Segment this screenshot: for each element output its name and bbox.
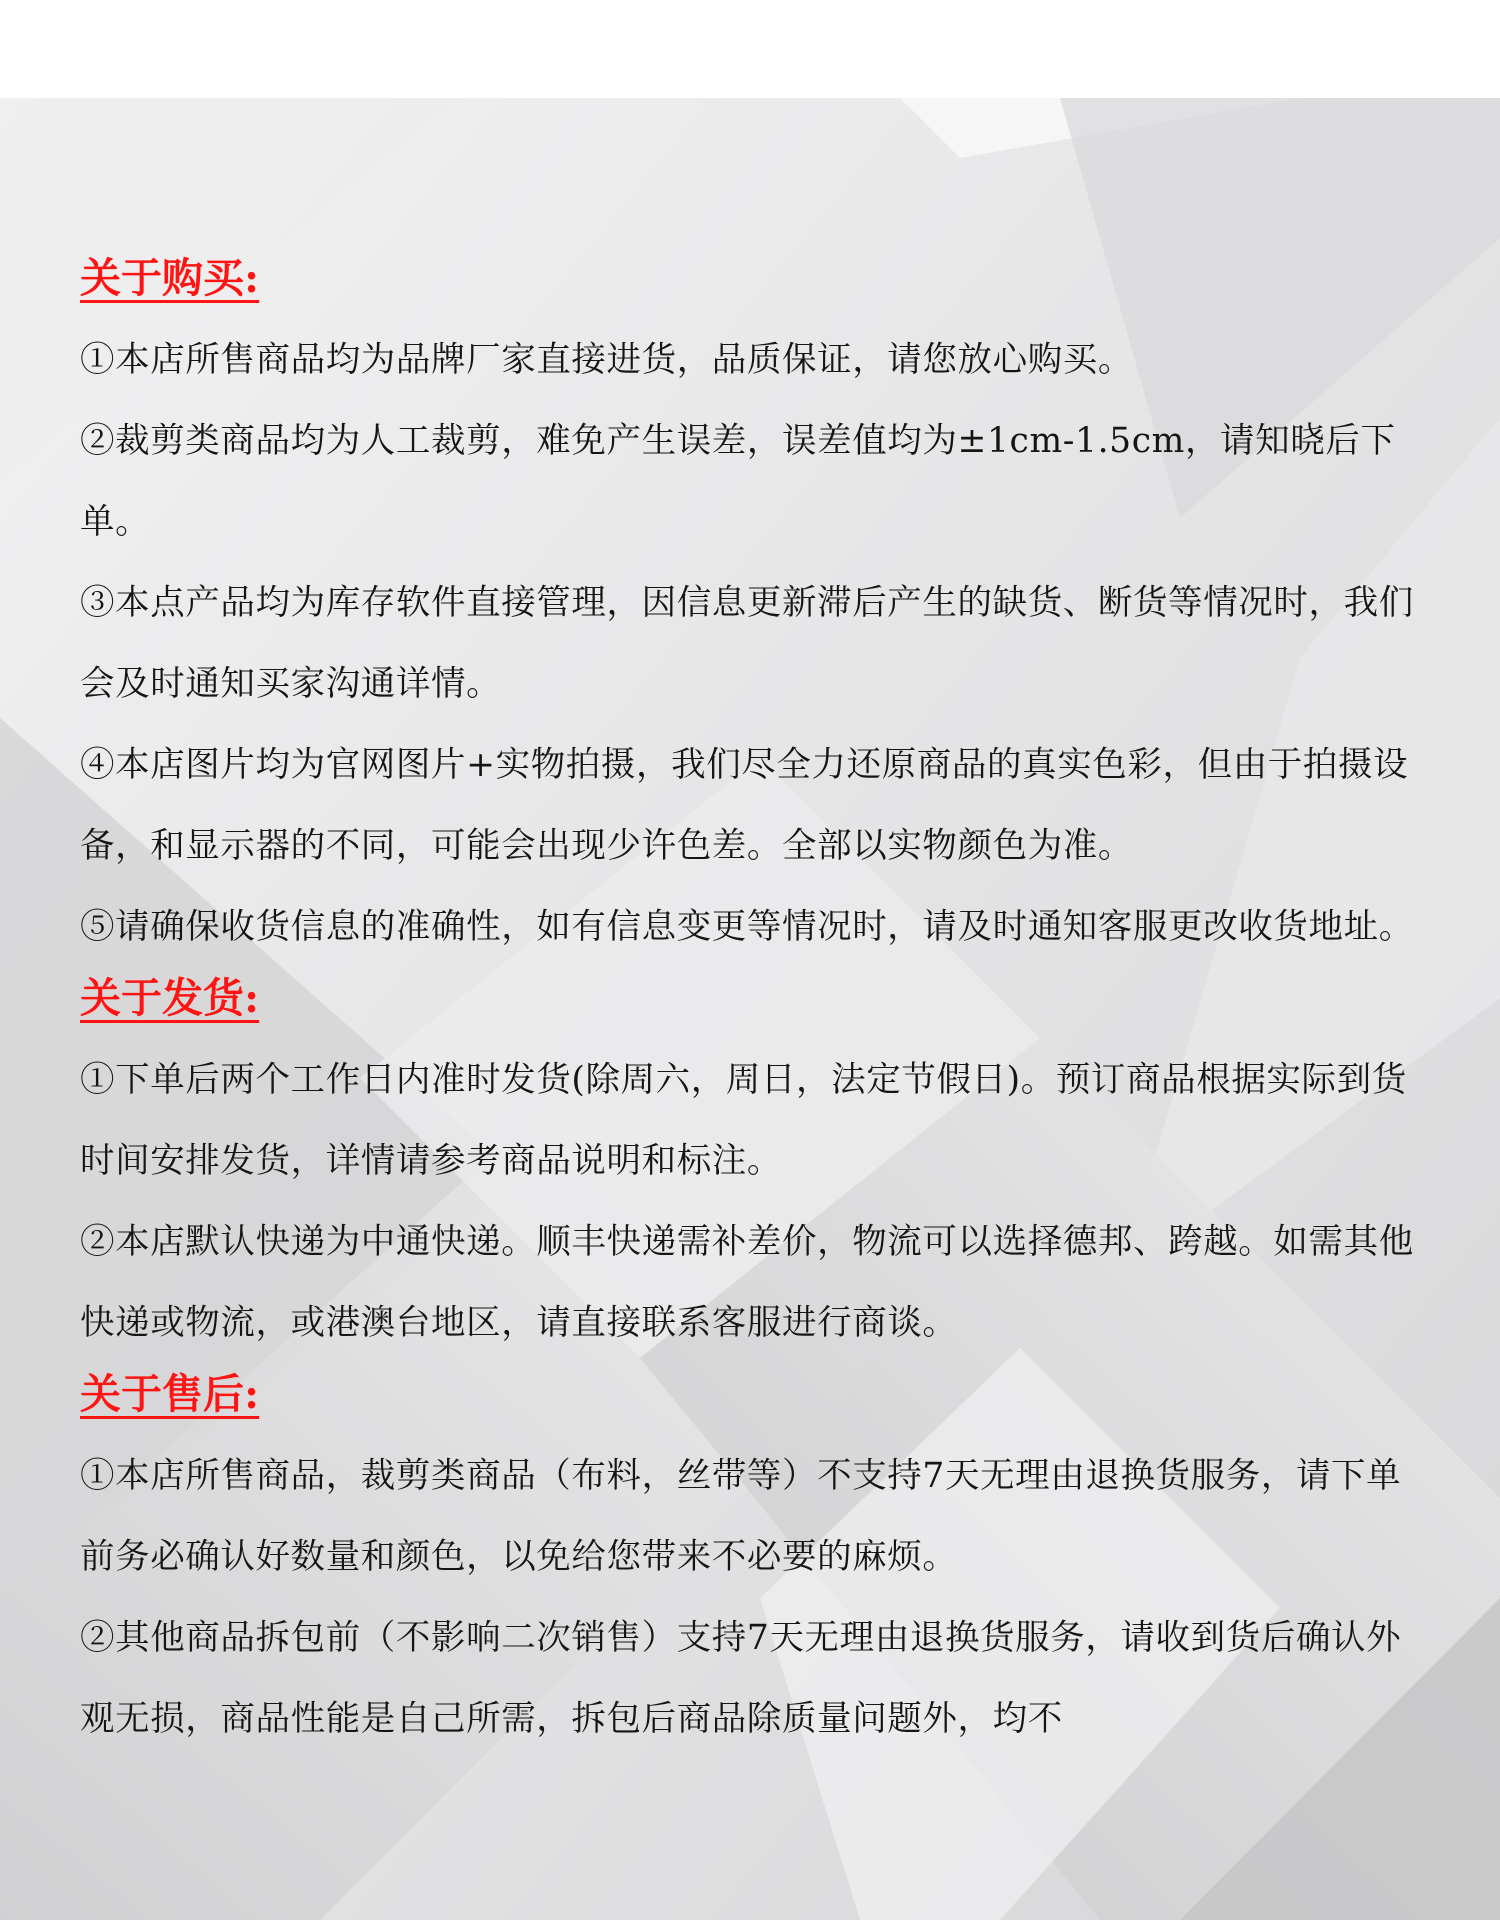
heading-after-sales: 关于售后: xyxy=(80,1370,260,1418)
after-sales-item-1: ①本店所售商品，裁剪类商品（布料，丝带等）不支持7天无理由退换货服务，请下单前务必确认好数量和颜色，以免给您带来不必要的麻烦。 xyxy=(80,1456,1402,1577)
purchase-item-3: ③本点产品均为库存软件直接管理，因信息更新滞后产生的缺货、断货等情况时，我们会及时通知买家沟通详情。 xyxy=(80,583,1414,704)
section-shipping xyxy=(80,968,1420,1364)
purchase-item-1: ①本店所售商品均为品牌厂家直接进货，品质保证，请您放心购买。 xyxy=(80,340,1133,380)
heading-shipping: 关于发货: xyxy=(80,974,260,1022)
purchase-item-2: ②裁剪类商品均为人工裁剪，难免产生误差，误差值均为±1cm-1.5cm，请知晓后下单。 xyxy=(80,421,1396,542)
shipping-item-1: ①下单后两个工作日内准时发货(除周六，周日，法定节假日)。预订商品根据实际到货时间安排发货，详情请参考商品说明和标注。 xyxy=(80,1060,1407,1181)
section-after-sales xyxy=(80,1364,1420,1760)
after-sales-item-2: ②其他商品拆包前（不影响二次销售）支持7天无理由退换货服务，请收到货后确认外观无损，商品性能是自己所需，拆包后商品除质量问题外，均不 xyxy=(80,1618,1402,1739)
policy-content xyxy=(80,248,1420,1760)
purchase-item-4: ④本店图片均为官网图片+实物拍摄，我们尽全力还原商品的真实色彩，但由于拍摄设备，和显示器的不同，可能会出现少许色差。全部以实物颜色为准。 xyxy=(80,745,1409,866)
section-purchase xyxy=(80,248,1420,968)
purchase-item-5: ⑤请确保收货信息的准确性，如有信息变更等情况时，请及时通知客服更改收货地址。 xyxy=(80,907,1414,947)
heading-purchase: 关于购买: xyxy=(80,254,260,302)
shipping-item-2: ②本店默认快递为中通快递。顺丰快递需补差价，物流可以选择德邦、跨越。如需其他快递或物流，或港澳台地区，请直接联系客服进行商谈。 xyxy=(80,1222,1414,1343)
top-white-band xyxy=(0,0,1500,98)
